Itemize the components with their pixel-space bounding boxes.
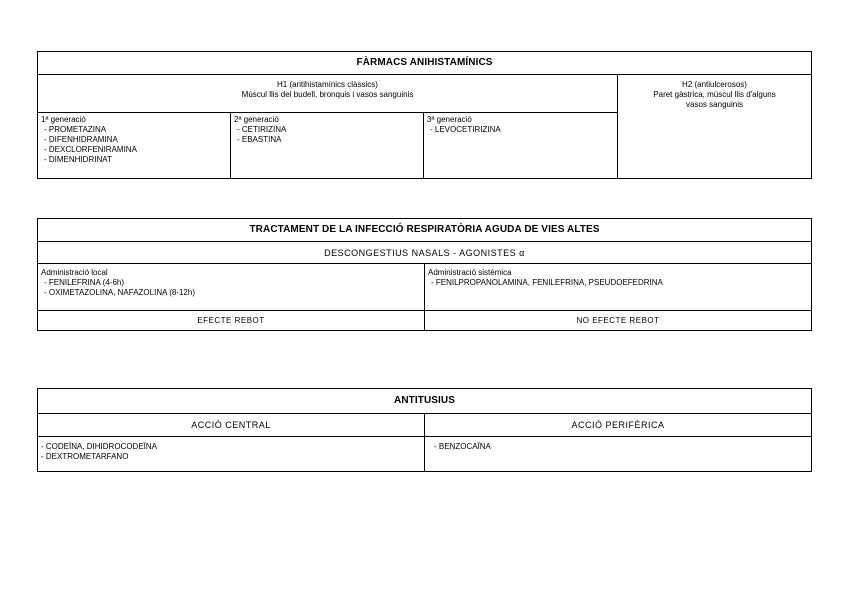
central-action-cell [38,437,425,472]
local-administration-cell [38,264,425,311]
rebound-effect: EFECTE REBOT [38,311,425,331]
list-item: - OXIMETAZOLINA, NAFAZOLINA (8-12h) [44,288,195,297]
peripheral-action-cell [425,437,812,472]
list-item: - LEVOCETIRIZINA [430,125,501,134]
gen3-heading: 3ª generació [427,115,472,124]
h2-subtitle: Paret gàstrica, múscul llis d'alguns [653,90,776,99]
h1-title: H1 (antihistamínics clàssics) [277,80,378,89]
h2-header [618,75,812,179]
list-item: - FENILPROPANOLAMINA, FENILEFRINA, PSEUDOEFEDRINA [431,278,663,287]
local-heading: Administració local [41,268,108,277]
h1-header [38,75,618,113]
list-item: - DIFENHIDRAMINA [44,135,118,144]
systemic-heading: Administració sistèmica [428,268,512,277]
h2-subtitle-line2: vasos sanguinis [686,100,743,109]
list-item: - DEXCLORFENIRAMINA [44,145,137,154]
list-item: - BENZOCAÏNA [434,442,491,451]
list-item: - FENILEFRINA (4-6h) [44,278,125,287]
no-rebound-effect: NO EFECTE REBOT [425,311,812,331]
respiratory-subtitle: DESCONGESTIUS NASALS - AGONISTES α [38,242,812,264]
gen1-heading: 1ª generació [41,115,86,124]
antihistamines-table [37,51,812,179]
list-item: - CETIRIZINA [237,125,287,134]
respiratory-title: TRACTAMENT DE LA INFECCIÓ RESPIRATÒRIA AGUDA DE VIES ALTES [38,219,812,242]
list-item: - CODEÏNA, DIHIDROCODEÏNA [41,442,158,451]
antihistamines-title: FÀRMACS ANIHISTAMÍNICS [38,52,812,75]
list-item: - DIMENHIDRINAT [44,155,112,164]
gen2-heading: 2ª generació [234,115,279,124]
central-action-heading: ACCIÓ CENTRAL [38,414,425,437]
h2-title: H2 (antiulcerosos) [682,80,747,89]
gen2-cell [231,113,424,179]
list-item: - PROMETAZINA [44,125,107,134]
list-item: - DEXTROMETARFANO [41,452,129,461]
systemic-administration-cell [425,264,812,311]
list-item: - EBASTINA [237,135,282,144]
gen1-cell [38,113,231,179]
peripheral-action-heading: ACCIÓ PERIFÈRICA [425,414,812,437]
h1-subtitle: Múscul llis del budell, bronquis i vasos sanguinis [241,90,414,99]
antitussives-title: ANTITUSIUS [38,389,812,414]
gen3-cell [424,113,618,179]
antitussives-table [37,388,812,472]
respiratory-table [37,218,812,331]
